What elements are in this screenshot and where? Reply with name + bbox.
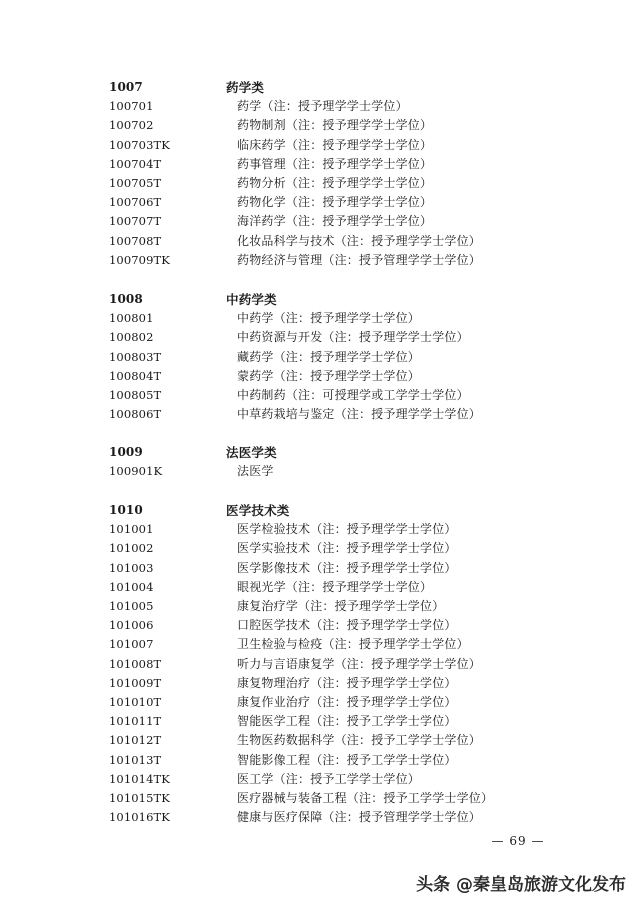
- major-row: [0, 578, 640, 597]
- major-name: 蒙药学（注：授予理学学士学位）: [237, 369, 421, 383]
- major-row: [0, 635, 640, 654]
- major-name: 药物分析（注：授予理学学士学位）: [237, 176, 433, 190]
- major-name: 康复物理治疗（注：授予理学学士学位）: [237, 676, 457, 690]
- major-name: 卫生检验与检疫（注：授予理学学士学位）: [237, 637, 469, 651]
- major-code: 101012T: [109, 733, 162, 747]
- major-name: 医学实验技术（注：授予理学学士学位）: [237, 541, 457, 555]
- major-code: 101016TK: [109, 810, 170, 824]
- major-code: 100802: [109, 330, 154, 344]
- category-title: 法医学类: [226, 445, 277, 460]
- major-code: 101003: [109, 561, 154, 575]
- major-name: 海洋药学（注：授予理学学士学位）: [237, 214, 433, 228]
- major-name: 药物化学（注：授予理学学士学位）: [237, 195, 433, 209]
- watermark: 头条 @秦皇岛旅游文化发布: [416, 875, 626, 895]
- major-code: 100708T: [109, 234, 162, 248]
- major-name: 药事管理（注：授予理学学士学位）: [237, 157, 433, 171]
- major-row: [0, 309, 640, 328]
- major-code: 101010T: [109, 695, 162, 709]
- major-code: 100805T: [109, 388, 162, 402]
- major-code: 100806T: [109, 407, 162, 421]
- major-row: [0, 770, 640, 789]
- major-row: [0, 520, 640, 539]
- major-code: 100707T: [109, 214, 162, 228]
- major-name: 听力与言语康复学（注：授予理学学士学位）: [237, 657, 482, 671]
- major-code: 101009T: [109, 676, 162, 690]
- major-row: [0, 367, 640, 386]
- major-row: [0, 193, 640, 212]
- major-row: [0, 155, 640, 174]
- major-name: 智能影像工程（注：授予工学学士学位）: [237, 753, 457, 767]
- major-name: 健康与医疗保障（注：授予管理学学士学位）: [237, 810, 482, 824]
- major-code: 101002: [109, 541, 154, 555]
- major-row: [0, 808, 640, 827]
- major-row: [0, 751, 640, 770]
- major-code: 100901K: [109, 464, 163, 478]
- major-row: [0, 212, 640, 231]
- category-title: 中药学类: [226, 292, 277, 307]
- major-code: 100702: [109, 118, 154, 132]
- major-row: [0, 616, 640, 635]
- major-name: 中药资源与开发（注：授予理学学士学位）: [237, 330, 469, 344]
- major-row: [0, 559, 640, 578]
- major-row: [0, 386, 640, 405]
- category-code: 1007: [109, 80, 143, 94]
- major-row: [0, 405, 640, 424]
- major-row: [0, 97, 640, 116]
- major-code: 101011T: [109, 714, 162, 728]
- major-code: 100703TK: [109, 138, 170, 152]
- major-code: 101008T: [109, 657, 162, 671]
- major-code: 100804T: [109, 369, 162, 383]
- major-row: [0, 251, 640, 270]
- major-row: [0, 174, 640, 193]
- major-row: [0, 674, 640, 693]
- major-name: 化妆品科学与技术（注：授予理学学士学位）: [237, 234, 482, 248]
- major-code: 101006: [109, 618, 154, 632]
- major-code: 100701: [109, 99, 154, 113]
- category-title: 医学技术类: [226, 503, 290, 518]
- major-row: [0, 462, 640, 481]
- category-code: 1009: [109, 445, 143, 459]
- major-code: 100705T: [109, 176, 162, 190]
- major-code: 101007: [109, 637, 154, 651]
- major-code: 101005: [109, 599, 154, 613]
- major-name: 生物医药数据科学（注：授予工学学士学位）: [237, 733, 482, 747]
- page-number: — 69 —: [491, 834, 545, 848]
- category-code: 1008: [109, 292, 143, 306]
- major-name: 康复作业治疗（注：授予理学学士学位）: [237, 695, 457, 709]
- major-name: 口腔医学技术（注：授予理学学士学位）: [237, 618, 457, 632]
- category-header: [0, 443, 640, 462]
- major-name: 医学影像技术（注：授予理学学士学位）: [237, 561, 457, 575]
- major-row: [0, 712, 640, 731]
- major-row: [0, 116, 640, 135]
- major-code: 101001: [109, 522, 154, 536]
- major-row: [0, 597, 640, 616]
- major-code: 100803T: [109, 350, 162, 364]
- major-name: 藏药学（注：授予理学学士学位）: [237, 350, 421, 364]
- major-name: 眼视光学（注：授予理学学士学位）: [237, 580, 433, 594]
- major-code: 101013T: [109, 753, 162, 767]
- major-name: 药物经济与管理（注：授予管理学学士学位）: [237, 253, 482, 267]
- major-row: [0, 328, 640, 347]
- category-header: [0, 78, 640, 97]
- major-code: 100704T: [109, 157, 162, 171]
- major-row: [0, 232, 640, 251]
- category-title: 药学类: [226, 80, 265, 95]
- major-row: [0, 655, 640, 674]
- major-name: 药学（注：授予理学学士学位）: [237, 99, 408, 113]
- major-name: 医疗器械与装备工程（注：授予工学学士学位）: [237, 791, 494, 805]
- major-name: 临床药学（注：授予理学学士学位）: [237, 138, 433, 152]
- category-header: [0, 501, 640, 520]
- major-row: [0, 136, 640, 155]
- major-name: 智能医学工程（注：授予工学学士学位）: [237, 714, 457, 728]
- category-code: 1010: [109, 503, 143, 517]
- major-name: 中药制药（注：可授理学或工学学士学位）: [237, 388, 469, 402]
- category-header: [0, 290, 640, 309]
- major-code: 100706T: [109, 195, 162, 209]
- major-row: [0, 693, 640, 712]
- major-code: 101014TK: [109, 772, 170, 786]
- major-code: 100801: [109, 311, 154, 325]
- major-row: [0, 731, 640, 750]
- major-name: 中药学（注：授予理学学士学位）: [237, 311, 421, 325]
- major-code: 100709TK: [109, 253, 170, 267]
- major-name: 医工学（注：授予工学学士学位）: [237, 772, 421, 786]
- major-name: 康复治疗学（注：授予理学学士学位）: [237, 599, 445, 613]
- major-row: [0, 348, 640, 367]
- major-name: 医学检验技术（注：授予理学学士学位）: [237, 522, 457, 536]
- major-code: 101004: [109, 580, 154, 594]
- major-row: [0, 539, 640, 558]
- major-code: 101015TK: [109, 791, 170, 805]
- major-name: 药物制剂（注：授予理学学士学位）: [237, 118, 433, 132]
- major-name: 中草药栽培与鉴定（注：授予理学学士学位）: [237, 407, 482, 421]
- major-name: 法医学: [237, 464, 274, 478]
- major-row: [0, 789, 640, 808]
